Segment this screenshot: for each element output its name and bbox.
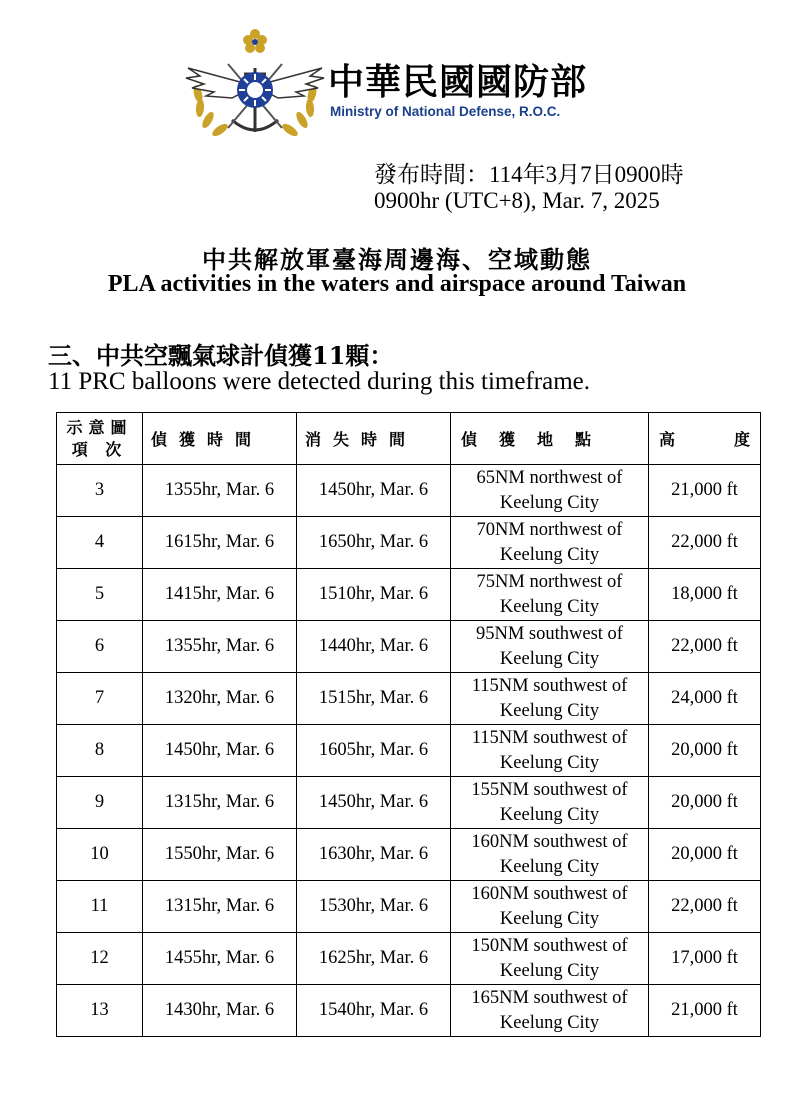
- cell-location-line2: Keelung City: [499, 856, 600, 877]
- cell-location: [451, 985, 649, 1037]
- header-location: 偵獲地點: [451, 413, 649, 465]
- cell-disappeared-time: 1510hr, Mar. 6: [297, 569, 451, 621]
- header-altitude: 高 度: [649, 413, 761, 465]
- cell-disappeared-time: 1605hr, Mar. 6: [297, 725, 451, 777]
- header-item-no-line2: 項 次: [71, 439, 128, 459]
- cell-altitude: 22,000 ft: [649, 881, 761, 933]
- release-time-en: 0900hr (UTC+8), Mar. 7, 2025: [374, 188, 660, 213]
- cell-altitude: 22,000 ft: [649, 517, 761, 569]
- header-disappeared-time: 消失時間: [297, 413, 451, 465]
- cell-disappeared-time: 1450hr, Mar. 6: [297, 777, 451, 829]
- cell-altitude: 21,000 ft: [649, 985, 761, 1037]
- table-header-row: [57, 413, 761, 465]
- org-name-zh: 中華民國國防部: [328, 62, 588, 103]
- cell-disappeared-time: 1440hr, Mar. 6: [297, 621, 451, 673]
- cell-item-no: 6: [57, 621, 143, 673]
- cell-detected-time: 1320hr, Mar. 6: [143, 673, 297, 725]
- cell-location-line2: Keelung City: [499, 544, 600, 565]
- cell-detected-time: 1430hr, Mar. 6: [143, 985, 297, 1037]
- cell-location-line1: 65NM northwest of: [476, 467, 623, 488]
- table-row: [57, 569, 761, 621]
- cell-detected-time: 1415hr, Mar. 6: [143, 569, 297, 621]
- cell-location-line2: Keelung City: [499, 752, 600, 773]
- header-item-no-line1: 示意圖: [66, 417, 133, 437]
- cell-location: [451, 517, 649, 569]
- cell-location: [451, 569, 649, 621]
- cell-disappeared-time: 1650hr, Mar. 6: [297, 517, 451, 569]
- cell-location-line2: Keelung City: [499, 492, 600, 513]
- cell-detected-time: 1315hr, Mar. 6: [143, 777, 297, 829]
- cell-altitude: 20,000 ft: [649, 725, 761, 777]
- cell-disappeared-time: 1540hr, Mar. 6: [297, 985, 451, 1037]
- document-title-en: PLA activities in the waters and airspace around Taiwan: [107, 271, 687, 297]
- table-row: [57, 933, 761, 985]
- table-row: [57, 725, 761, 777]
- cell-altitude: 21,000 ft: [649, 465, 761, 517]
- release-time-zh: 發布時間：114年3月7日0900時: [374, 162, 684, 187]
- cell-location-line1: 160NM southwest of: [471, 883, 628, 904]
- header-item-no: [57, 413, 143, 465]
- cell-location: [451, 673, 649, 725]
- mnd-emblem-logo: [180, 28, 330, 146]
- cell-location-line2: Keelung City: [499, 648, 600, 669]
- cell-location: [451, 725, 649, 777]
- cell-detected-time: 1355hr, Mar. 6: [143, 465, 297, 517]
- cell-location: [451, 621, 649, 673]
- cell-location: [451, 829, 649, 881]
- cell-altitude: 18,000 ft: [649, 569, 761, 621]
- section-heading-en: 11 PRC balloons were detected during this timeframe.: [48, 368, 591, 395]
- cell-location: [451, 881, 649, 933]
- cell-location-line1: 115NM southwest of: [471, 675, 628, 696]
- table-row: [57, 777, 761, 829]
- cell-location-line2: Keelung City: [499, 960, 600, 981]
- table-row: [57, 985, 761, 1037]
- cell-disappeared-time: 1530hr, Mar. 6: [297, 881, 451, 933]
- cell-location-line1: 150NM southwest of: [471, 935, 628, 956]
- cell-item-no: 7: [57, 673, 143, 725]
- cell-location-line1: 115NM southwest of: [471, 727, 628, 748]
- section-heading-zh: 三、中共空飄氣球計偵獲11顆：: [48, 341, 394, 370]
- table-row: [57, 517, 761, 569]
- cell-altitude: 20,000 ft: [649, 777, 761, 829]
- cell-location-line1: 95NM southwest of: [476, 623, 623, 644]
- cell-item-no: 11: [57, 881, 143, 933]
- cell-item-no: 12: [57, 933, 143, 985]
- cell-detected-time: 1355hr, Mar. 6: [143, 621, 297, 673]
- cell-detected-time: 1455hr, Mar. 6: [143, 933, 297, 985]
- cell-location-line1: 165NM southwest of: [471, 987, 628, 1008]
- cell-item-no: 8: [57, 725, 143, 777]
- cell-location-line1: 75NM northwest of: [476, 571, 623, 592]
- cell-detected-time: 1550hr, Mar. 6: [143, 829, 297, 881]
- cell-disappeared-time: 1515hr, Mar. 6: [297, 673, 451, 725]
- cell-disappeared-time: 1450hr, Mar. 6: [297, 465, 451, 517]
- table-row: [57, 673, 761, 725]
- cell-detected-time: 1315hr, Mar. 6: [143, 881, 297, 933]
- cell-item-no: 4: [57, 517, 143, 569]
- cell-location: [451, 465, 649, 517]
- cell-altitude: 22,000 ft: [649, 621, 761, 673]
- cell-detected-time: 1450hr, Mar. 6: [143, 725, 297, 777]
- org-name-en: Ministry of National Defense, R.O.C.: [330, 104, 561, 119]
- cell-location-line2: Keelung City: [499, 908, 600, 929]
- cell-altitude: 20,000 ft: [649, 829, 761, 881]
- balloon-detection-table: [56, 412, 761, 1037]
- table-row: [57, 881, 761, 933]
- document-title-zh: 中共解放軍臺海周邊海、空域動態: [202, 245, 592, 274]
- cell-location-line2: Keelung City: [499, 1012, 600, 1033]
- table-row: [57, 621, 761, 673]
- cell-location: [451, 777, 649, 829]
- cell-altitude: 24,000 ft: [649, 673, 761, 725]
- cell-location-line2: Keelung City: [499, 596, 600, 617]
- cell-disappeared-time: 1625hr, Mar. 6: [297, 933, 451, 985]
- table-row: [57, 465, 761, 517]
- cell-location-line2: Keelung City: [499, 700, 600, 721]
- cell-item-no: 5: [57, 569, 143, 621]
- cell-item-no: 10: [57, 829, 143, 881]
- table-body: [57, 465, 761, 1037]
- cell-disappeared-time: 1630hr, Mar. 6: [297, 829, 451, 881]
- cell-item-no: 9: [57, 777, 143, 829]
- table-row: [57, 829, 761, 881]
- header-detected-time: 偵獲時間: [143, 413, 297, 465]
- cell-location-line1: 155NM southwest of: [471, 779, 628, 800]
- cell-location-line1: 70NM northwest of: [476, 519, 623, 540]
- cell-location: [451, 933, 649, 985]
- cell-altitude: 17,000 ft: [649, 933, 761, 985]
- cell-item-no: 3: [57, 465, 143, 517]
- cell-location-line1: 160NM southwest of: [471, 831, 628, 852]
- cell-detected-time: 1615hr, Mar. 6: [143, 517, 297, 569]
- cell-item-no: 13: [57, 985, 143, 1037]
- cell-location-line2: Keelung City: [499, 804, 600, 825]
